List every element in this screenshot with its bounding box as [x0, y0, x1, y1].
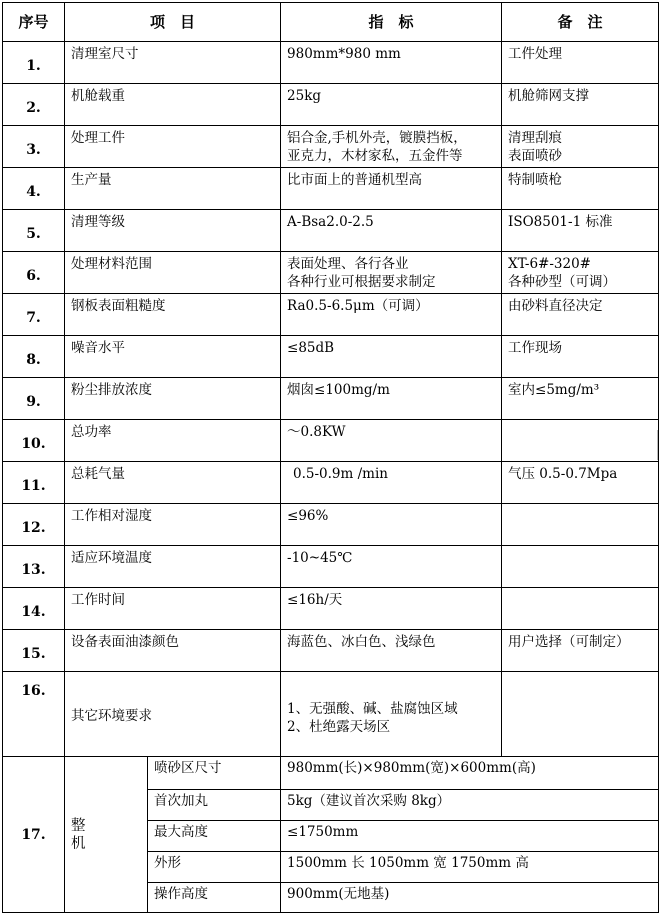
note-line: XT-6#-320#: [508, 256, 591, 272]
item-cell: 适应环境温度: [65, 546, 281, 588]
page-edge-mark: [657, 430, 661, 460]
spec-line: 烟囱≤100mg/m: [287, 382, 390, 398]
table-row: [3, 378, 659, 420]
note-cell: [502, 672, 659, 757]
spec-line: ～0.8KW: [287, 424, 346, 440]
row-number: 1.: [3, 42, 65, 84]
row-number: 11.: [3, 462, 65, 504]
note-cell: [502, 210, 659, 252]
table-row: [3, 588, 659, 630]
header-note: 备 注: [502, 3, 659, 42]
spec-cell: [281, 588, 502, 630]
spec-cell: [281, 168, 502, 210]
note-line: 室内≤5mg/m³: [508, 382, 600, 398]
table-row: [3, 672, 659, 757]
spec-line: 0.5-0.9m /min: [293, 466, 388, 482]
note-line: 由砂料直径决定: [508, 298, 603, 314]
spec-cell: [281, 210, 502, 252]
note-cell: [502, 126, 659, 168]
item-cell: 处理材料范围: [65, 252, 281, 294]
spec-line: 海蓝色、冰白色、浅绿色: [287, 634, 436, 650]
spec-cell: [281, 42, 502, 84]
spec-line: 表面处理、各行各业: [287, 256, 409, 272]
sub-item-value: 980mm(长)×980mm(宽)×600mm(高): [281, 757, 659, 790]
spec-line: ≤16h/天: [287, 592, 343, 608]
spec-line: ≤85dB: [287, 340, 335, 356]
item-cell: 机舱载重: [65, 84, 281, 126]
spec-line: -10~45℃: [287, 550, 353, 566]
spec-cell: [281, 630, 502, 672]
note-cell: [502, 546, 659, 588]
sub-item-value: 900mm(无地基): [281, 883, 659, 913]
table-row: [3, 294, 659, 336]
spec-line: A-Bsa2.0-2.5: [287, 214, 374, 230]
spec-cell: [281, 378, 502, 420]
spec-cell: [281, 420, 502, 462]
table-row: [3, 504, 659, 546]
spec-cell: [281, 252, 502, 294]
header-no: 序号: [3, 3, 65, 42]
note-line: 工作现场: [508, 340, 563, 356]
spec-cell: [281, 126, 502, 168]
spec-cell: [281, 294, 502, 336]
note-line: 气压 0.5-0.7Mpa: [508, 466, 618, 482]
table-row: [3, 336, 659, 378]
row-number: 9.: [3, 378, 65, 420]
note-cell: [502, 462, 659, 504]
item-cell: 噪音水平: [65, 336, 281, 378]
table-row: [3, 84, 659, 126]
note-line: 特制喷枪: [508, 172, 563, 188]
row-number: 16.: [3, 672, 65, 757]
sub-item-value: ≤1750mm: [281, 821, 659, 852]
spec-cell: [281, 336, 502, 378]
group-label: [65, 757, 148, 913]
sub-item-label: 喷砂区尺寸: [148, 757, 281, 790]
row-number: 12.: [3, 504, 65, 546]
spec-line: 亚克力，木材家私，五金件等: [287, 148, 463, 164]
item-cell: 处理工件: [65, 126, 281, 168]
table-row: [3, 210, 659, 252]
row-number: 6.: [3, 252, 65, 294]
table-row: [3, 126, 659, 168]
note-line: 工件处理: [508, 46, 563, 62]
note-cell: [502, 252, 659, 294]
spec-line: 铝合金,手机外壳，镀膜挡板，: [287, 130, 467, 146]
row-number: 8.: [3, 336, 65, 378]
note-cell: [502, 504, 659, 546]
note-cell: [502, 630, 659, 672]
spec-line: ≤96%: [287, 508, 329, 524]
row-number: 14.: [3, 588, 65, 630]
row-number: 4.: [3, 168, 65, 210]
sub-item-value: 5kg（建议首次采购 8kg）: [281, 790, 659, 821]
spec-line: 2、杜绝露天场区: [287, 719, 391, 735]
note-cell: [502, 168, 659, 210]
table-row: [3, 420, 659, 462]
item-cell: 生产量: [65, 168, 281, 210]
row-number: 17.: [3, 757, 65, 913]
header-row: [3, 3, 659, 42]
note-line: 表面喷砂: [508, 148, 563, 164]
item-cell: 总功率: [65, 420, 281, 462]
item-cell: 其它环境要求: [65, 672, 281, 757]
note-line: ISO8501-1 标准: [508, 214, 613, 230]
sub-item-value: 1500mm 长 1050mm 宽 1750mm 高: [281, 852, 659, 883]
header-spec: 指 标: [281, 3, 502, 42]
note-cell: [502, 336, 659, 378]
note-cell: [502, 294, 659, 336]
item-cell: 工作相对湿度: [65, 504, 281, 546]
spec-cell: [281, 672, 502, 757]
note-line: 用户选择（可制定）: [508, 634, 630, 650]
row-number: 3.: [3, 126, 65, 168]
note-cell: [502, 378, 659, 420]
item-cell: 设备表面油漆颜色: [65, 630, 281, 672]
spec-table: [2, 2, 659, 913]
spec-line: 25kg: [287, 88, 322, 104]
table-row: [3, 42, 659, 84]
spec-line: 1、无强酸、碱、盐腐蚀区域: [287, 701, 458, 717]
item-cell: 粉尘排放浓度: [65, 378, 281, 420]
note-cell: [502, 420, 659, 462]
table-row: [3, 168, 659, 210]
item-cell: 钢板表面粗糙度: [65, 294, 281, 336]
row-number: 10.: [3, 420, 65, 462]
spec-line: Ra0.5-6.5μm（可调）: [287, 298, 429, 314]
note-cell: [502, 588, 659, 630]
item-cell: 工作时间: [65, 588, 281, 630]
sub-item-label: 最大高度: [148, 821, 281, 852]
sub-item-label: 操作高度: [148, 883, 281, 913]
sub-item-label: 首次加丸: [148, 790, 281, 821]
header-item: 项 目: [65, 3, 281, 42]
note-cell: [502, 42, 659, 84]
row-number: 5.: [3, 210, 65, 252]
group-label-line: 机: [71, 835, 86, 852]
table-row: [3, 757, 659, 790]
spec-line: 980mm*980 mm: [287, 46, 401, 62]
sub-item-label: 外形: [148, 852, 281, 883]
table-row: [3, 630, 659, 672]
note-cell: [502, 84, 659, 126]
note-line: 清理刮痕: [508, 130, 563, 146]
spec-cell: [281, 462, 502, 504]
spec-line: 各种行业可根据要求制定: [287, 274, 436, 290]
table-row: [3, 546, 659, 588]
table-row: [3, 462, 659, 504]
row-number: 13.: [3, 546, 65, 588]
item-cell: 清理室尺寸: [65, 42, 281, 84]
table-row: [3, 252, 659, 294]
spec-cell: [281, 504, 502, 546]
note-line: 机舱筛网支撑: [508, 88, 590, 104]
row-number: 7.: [3, 294, 65, 336]
group-label-line: 整: [71, 817, 86, 834]
row-number: 2.: [3, 84, 65, 126]
row-number: 15.: [3, 630, 65, 672]
note-line: 各种砂型（可调）: [508, 274, 617, 290]
item-cell: 总耗气量: [65, 462, 281, 504]
spec-line: 比市面上的普通机型高: [287, 172, 423, 188]
item-cell: 清理等级: [65, 210, 281, 252]
spec-cell: [281, 546, 502, 588]
spec-cell: [281, 84, 502, 126]
